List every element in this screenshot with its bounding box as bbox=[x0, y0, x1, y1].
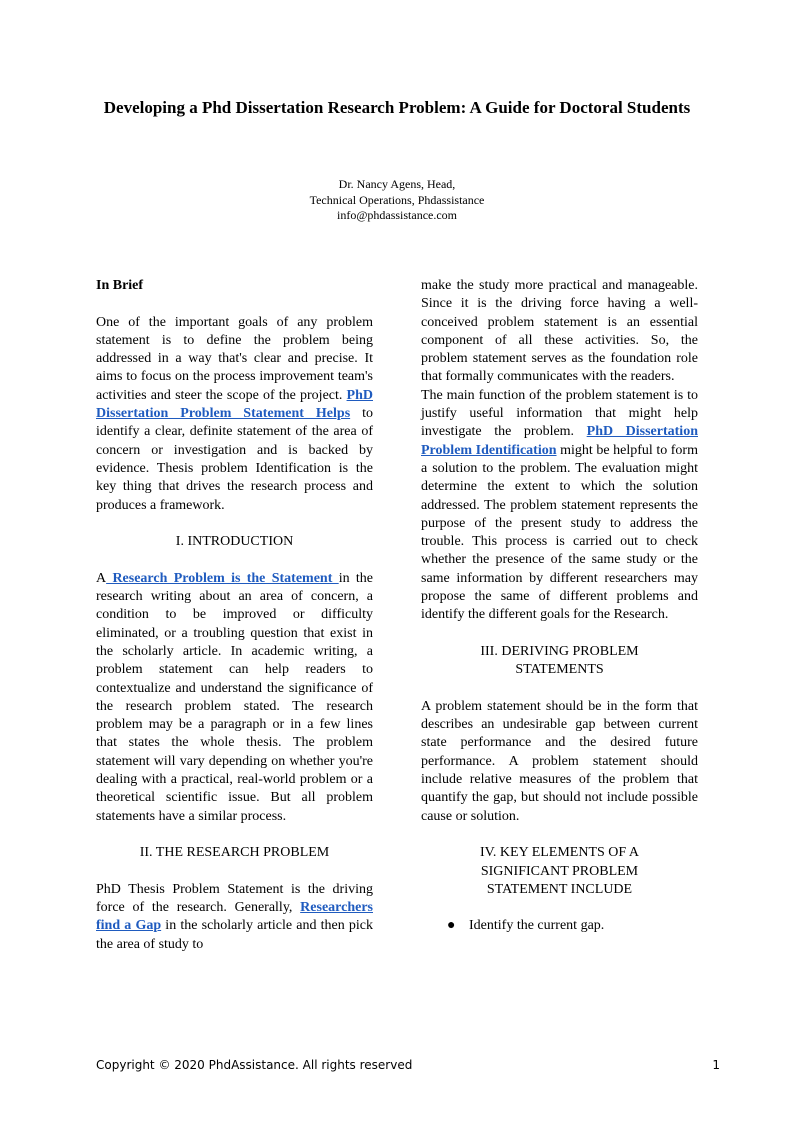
research-problem-heading: II. THE RESEARCH PROBLEM bbox=[139, 845, 330, 861]
author-block bbox=[96, 177, 698, 224]
page-number: 1 bbox=[712, 1058, 720, 1072]
author-affiliation: Technical Operations, Phdassistance bbox=[309, 192, 485, 207]
deriving-paragraph: A problem statement should be in the form that describes an undesirable gap between current state performance and the desired future performance. A problem statement should include relative measures of the problem that quantify the gap, but should not include possible cause or solution. bbox=[421, 698, 698, 824]
main-function-paragraph: The main function of the problem statement is to justify useful information that might help investigate the problem. PhD Dissertation Problem Identification might be helpful to form a solution to the problem. The evaluation might determine the extent to which the solution addressed. The problem statement represents the purpose of the present study to address the trouble. This process is carried out to check whether the presence of the same study or the same information by different researchers may propose the same of different problems and identify the different goals for the Research. bbox=[421, 387, 698, 623]
left-column bbox=[96, 277, 373, 954]
introduction-heading: I. INTRODUCTION bbox=[175, 534, 294, 550]
researchers-find-gap-link[interactable]: Researchers find a Gap bbox=[96, 900, 373, 934]
research-problem-link[interactable]: Research Problem is the Statement bbox=[106, 570, 339, 586]
list-item bbox=[421, 917, 698, 935]
problem-identification-link[interactable]: PhD Dissertation Problem Identification bbox=[421, 424, 698, 458]
brief-paragraph: One of the important goals of any problem statement is to define the problem being addressed in a way that's clear and precise. It aims to focus on the process improvement team's activities and steer the scope of the project. PhD Dissertation Problem Statement Helps to identify a clear, definite statement of the area of concern or investigation and is backed by evidence. Thesis problem Identification is the key thing that drives the research process and produces a framework. bbox=[96, 314, 374, 513]
continuation-paragraph: make the study more practical and manageable. Since it is the driving force having a well-conceived problem statement is an essential component of all these activities. So, the problem statement serves as the foundation role that formally communicates with the readers. bbox=[421, 278, 698, 385]
author-name: Dr. Nancy Agens, Head, bbox=[338, 177, 456, 191]
document-title: Developing a Phd Dissertation Research Problem: A Guide for Doctoral Students bbox=[103, 98, 691, 117]
bullet-icon: ● bbox=[447, 918, 456, 934]
introduction-paragraph: A Research Problem is the Statement in the research writing about an area of concern, a condition to be improved or difficulty eliminated, or a troubling question that exist in the scholarly article. In academic writing, a problem statement can help readers to contextualize and understand the significance of the research problem stated. The research problem may be a paragraph or in a few lines that states the whole thesis. The problem statement will vary depending on whether you're dealing with a practical, real-world problem or a theoretical scientific issue. But all problem statements have a similar process. bbox=[96, 570, 373, 824]
right-column bbox=[421, 277, 698, 936]
author-email: info@phdassistance.com bbox=[336, 208, 458, 222]
in-brief-heading: In Brief bbox=[96, 278, 144, 293]
deriving-heading: III. DERIVING PROBLEM STATEMENTS bbox=[480, 643, 639, 678]
research-problem-paragraph: PhD Thesis Problem Statement is the driving force of the research. Generally, Researchers find a Gap in the scholarly article and then pick the area of study to bbox=[96, 881, 373, 952]
copyright-text: Copyright © 2020 PhdAssistance. All rights reserved bbox=[96, 1058, 413, 1072]
problem-statement-helps-link[interactable]: PhD Dissertation Problem Statement Helps bbox=[96, 387, 373, 422]
bullet-text: Identify the current gap. bbox=[469, 918, 605, 934]
key-elements-heading: IV. KEY ELEMENTS OF A SIGNIFICANT PROBLEM STATEMENT INCLUDE bbox=[479, 845, 640, 897]
